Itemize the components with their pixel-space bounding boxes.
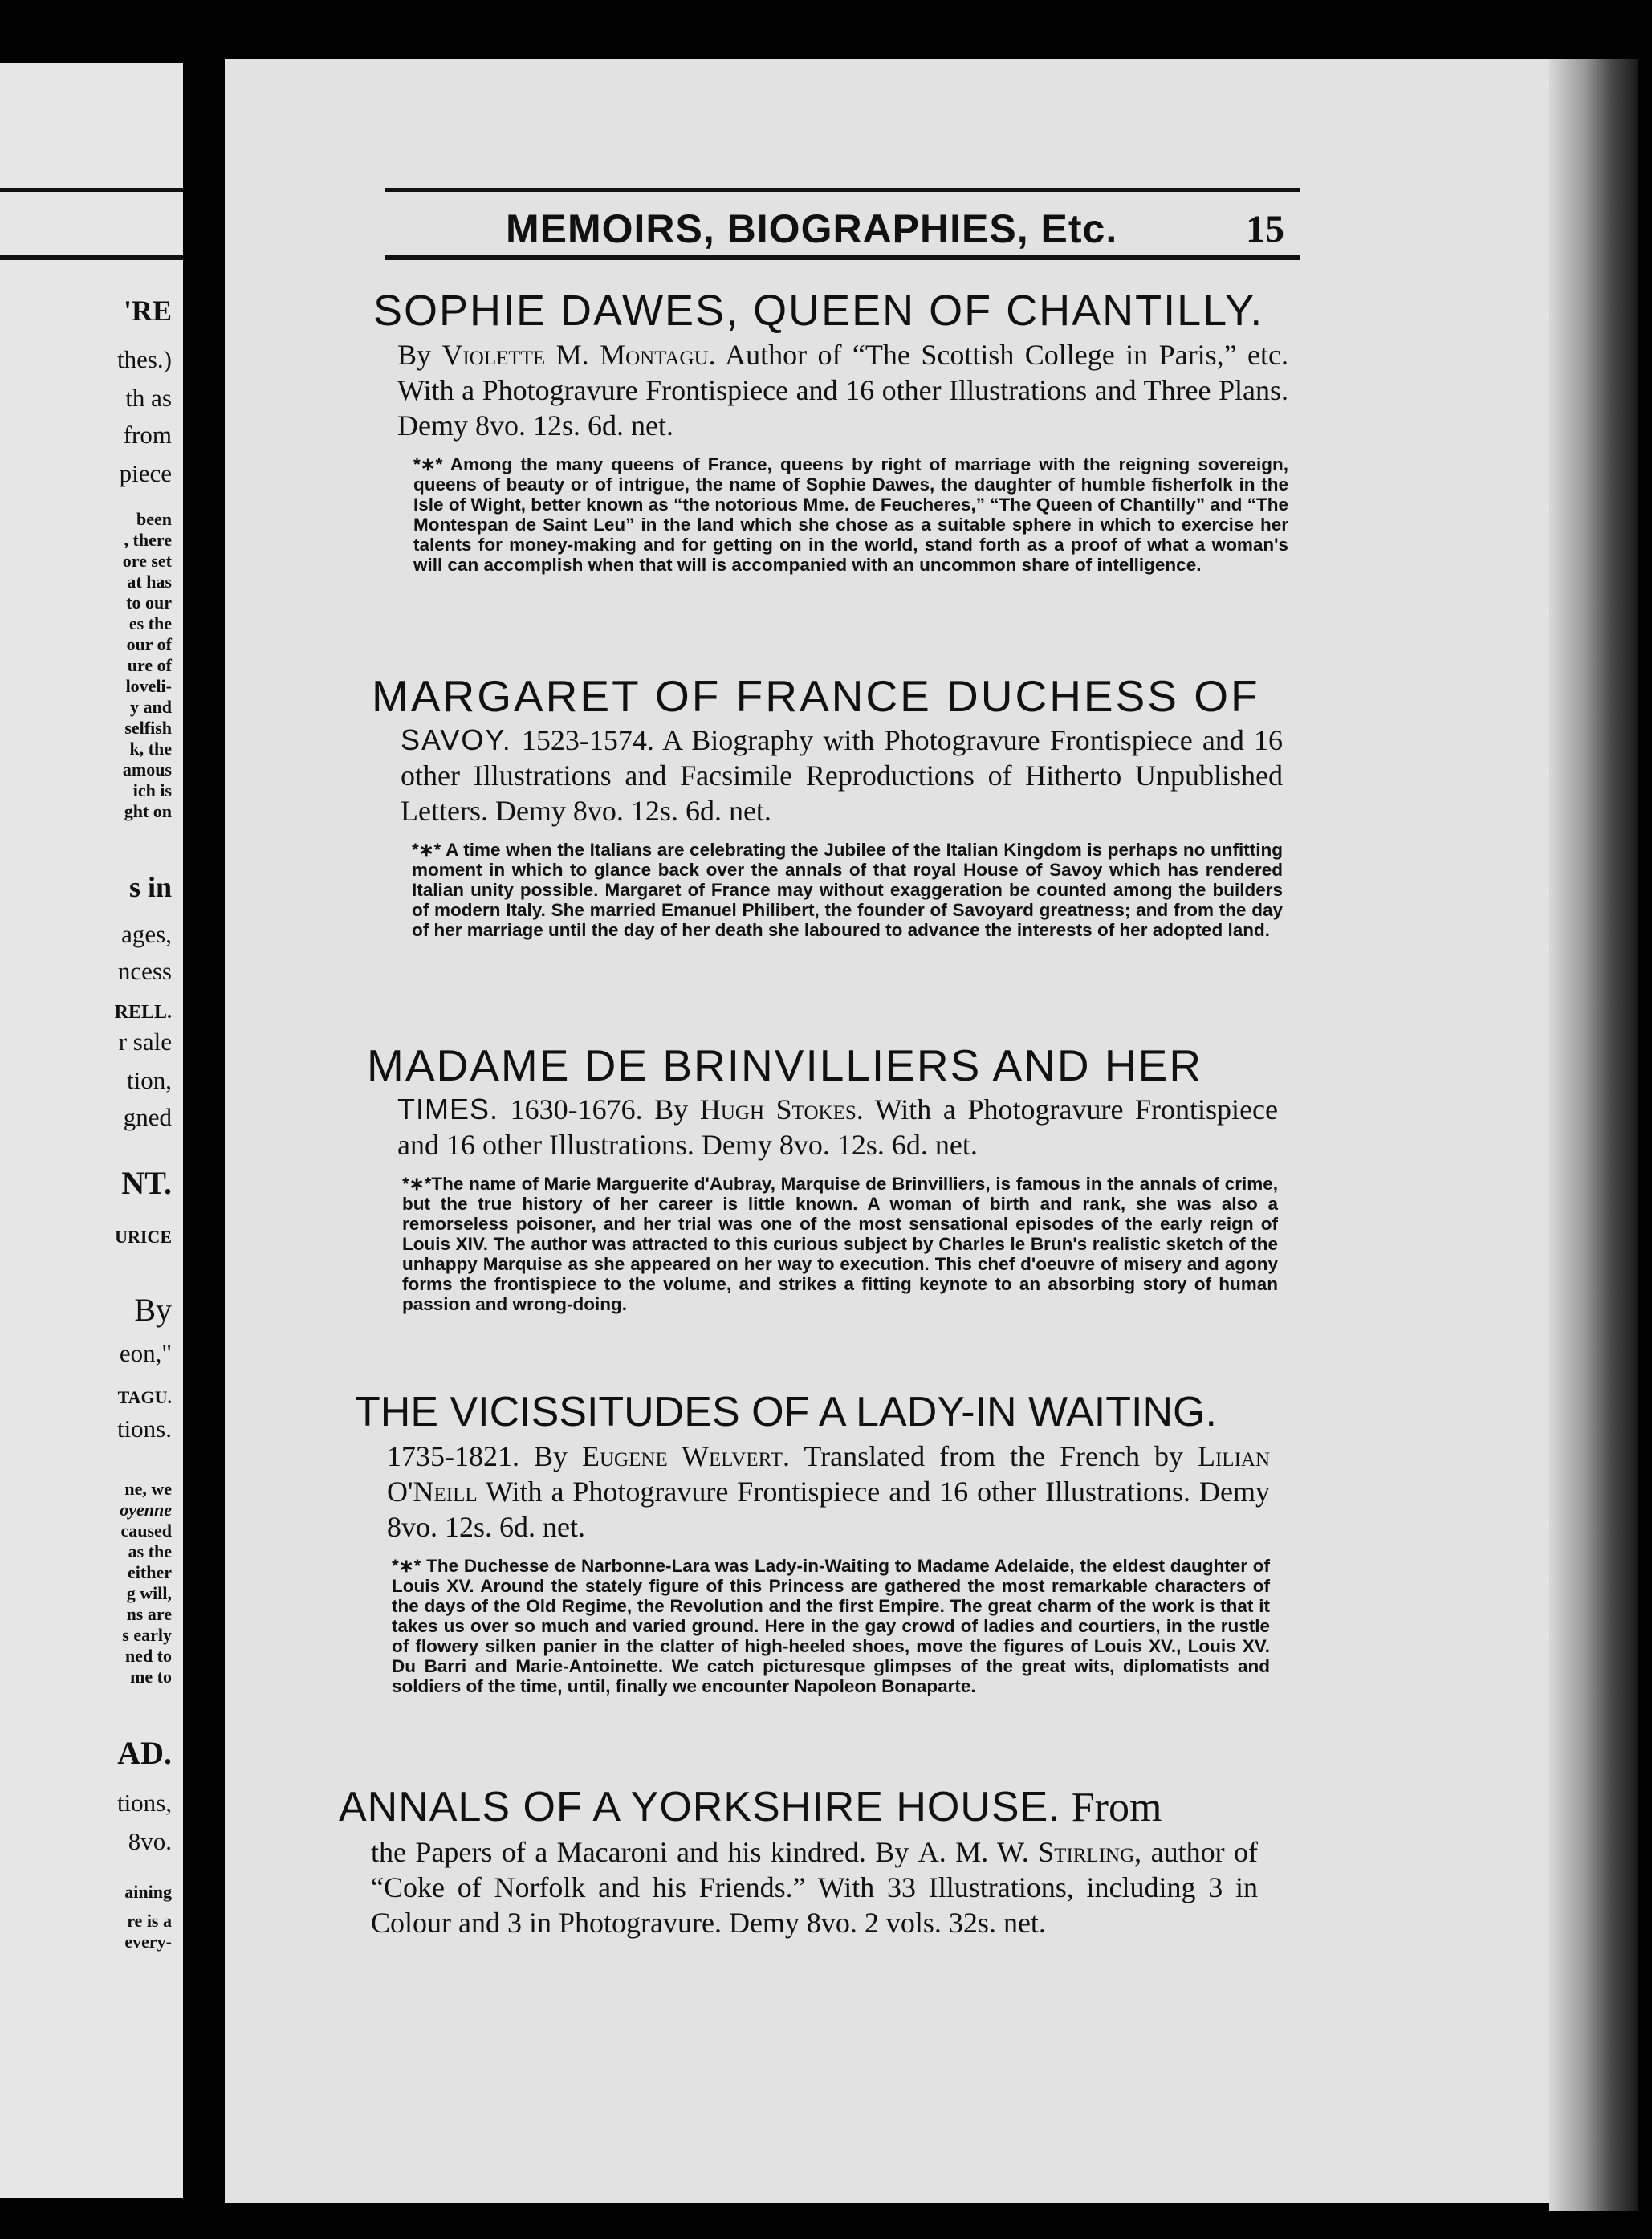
left-small-line: ore set	[122, 551, 172, 571]
translator-name: Lilian O'Neill	[387, 1440, 1271, 1508]
left-small-text	[123, 509, 172, 822]
title-continuation: SAVOY.	[401, 723, 512, 756]
left-text: th as	[125, 384, 172, 412]
book-note: *∗*The name of Marie Marguerite d'Aubray, Marquise de Brinvilliers, is famous in the annals of crime, but the true history of her career is little known. A woman of birth and rank, she was also a remorseless poisoner, and her trial was one of the most sensational episodes of the early reign of Louis XIV. The author was attracted to this curious subject by Charles le Brun's realistic sketch of the unhappy Marquise as she appeared on her way to execution. This chef d'oeuvre of misery and agony forms the frontispiece to the volume, and strikes a fitting keynote to an absorbing story of human passion and wrong-doing.	[402, 1174, 1278, 1314]
book-title-text: ANNALS OF A YORKSHIRE HOUSE.	[339, 1784, 1061, 1830]
book-description-text: With a Photogravure Frontispiece and 16 other Illustrations. Demy 8vo. 12s. 6d. net.	[387, 1476, 1270, 1543]
author-name: Violette M. Montagu.	[441, 339, 716, 371]
left-small-line: , there	[124, 530, 172, 550]
left-text: thes.)	[116, 345, 172, 373]
book-description	[367, 1092, 1278, 1162]
author-name: Hugh Stokes.	[699, 1093, 864, 1126]
book-description	[373, 337, 1288, 443]
running-header	[385, 185, 1300, 265]
book-description	[339, 1834, 1258, 1940]
book-entry	[367, 1040, 1278, 1314]
book-title: MARGARET OF FRANCE DUCHESS OF	[372, 671, 1260, 721]
book-description-text: Translated from the French by	[790, 1440, 1198, 1472]
left-small-line: y and	[130, 697, 172, 717]
left-text: RELL.	[114, 1002, 172, 1023]
header-rule-bottom	[385, 255, 1300, 260]
left-text: By	[134, 1292, 172, 1328]
book-title	[339, 1782, 1258, 1833]
title-continuation: TIMES.	[397, 1093, 499, 1126]
book-gutter	[183, 0, 231, 2239]
book-description-text: By	[519, 1440, 583, 1472]
book-note: *∗* The Duchesse de Narbonne-Lara was Lady-in-Waiting to Madame Adelaide, the eldest daughter of Louis XV. Around the stately figure of this Princess are gathered the most remarkable characters of the days of the Old Regime, the Revolution and the first Empire. The great charm of the work is that it takes us over so much and varied ground. Here in the gay crowd of ladies and courtiers, in the rustle of flowery silken panier in the clatter of high-heeled shoes, move the figures of Louis XV., Louis XV. Du Barri and Marie-Antoinette. We catch picturesque glimpses of the great wits, diplomatists and soldiers of the time, until, finally we encounter Napoleon Bonaparte.	[392, 1556, 1270, 1696]
left-small-line: g will,	[126, 1583, 172, 1603]
left-text: 'RE	[123, 295, 172, 327]
left-small-line: selfish	[124, 718, 172, 738]
book-title: MADAME DE BRINVILLIERS AND HER	[367, 1040, 1203, 1090]
book-entry	[355, 1387, 1270, 1696]
book-description	[355, 1439, 1270, 1545]
left-small-line: ns are	[126, 1604, 172, 1624]
book-description	[372, 723, 1283, 828]
left-text: ages,	[121, 920, 172, 948]
left-small-line: me to	[130, 1667, 172, 1687]
left-text: gned	[123, 1103, 172, 1131]
left-small-line: every-	[124, 1932, 172, 1952]
left-small-line: ght on	[124, 801, 172, 821]
book-description-text: By	[397, 339, 442, 371]
left-small-line: oyenne	[120, 1500, 172, 1520]
book-entry	[372, 671, 1283, 940]
left-page-fragment	[0, 63, 183, 2198]
author-name: A. M. W. Stirling,	[918, 1836, 1142, 1868]
left-small-line: s early	[122, 1625, 172, 1645]
left-text: 8vo.	[128, 1827, 172, 1855]
left-small-line: caused	[120, 1520, 172, 1541]
left-small-line: es the	[128, 613, 172, 633]
left-small-line: k, the	[129, 739, 172, 759]
book-note: *∗* Among the many queens of France, queens by right of marriage with the reigning sovereign, queens of beauty or of intrigue, the name of Sophie Dawes, the daughter of humble fisherfolk in the Isle of Wight, better known as “the notorious Mme. de Feucheres,” “The Queen of Chantilly” and “The Montespan de Saint Leu” in the land which she chose as a suitable sphere in which to exercise her talents for money-making and for getting on in the world, stand forth as a proof of what a woman's will can accomplish when that will is accompanied with an uncommon share of intelligence.	[413, 454, 1288, 575]
book-description-text: 1523-1574. A Biography with Photogravure Frontispiece and 16 other Illustrations and Facsimile Reproductions of Hitherto Unpublished Letters. Demy 8vo. 12s. 6d. net.	[401, 724, 1283, 827]
left-small-line: to our	[126, 592, 172, 613]
left-small-line: been	[136, 509, 172, 529]
left-small-text	[124, 1882, 172, 1952]
left-small-line: re is a	[127, 1911, 172, 1931]
left-small-line: as the	[128, 1541, 172, 1561]
left-text: TAGU.	[117, 1387, 172, 1407]
book-title: SOPHIE DAWES, QUEEN OF CHANTILLY.	[373, 287, 1264, 335]
left-page-rule	[0, 255, 183, 260]
left-small-line: amous	[122, 759, 172, 780]
book-description-text: Author of “The Scottish College in Paris,” etc. With a Photogravure Frontispiece and 16 other Illustrations and Three Plans. Demy 8vo. 12s. 6d. net.	[397, 339, 1288, 442]
left-small-line: ure of	[127, 655, 172, 675]
header-rule-top	[385, 188, 1300, 192]
book-description-text: the Papers of a Macaroni and his kindred. By	[371, 1836, 918, 1868]
book-note: *∗* A time when the Italians are celebrating the Jubilee of the Italian Kingdom is perhaps no unfitting moment in which to glance back over the annals of that royal House of Savoy which has rendered Italian unity possible. Margaret of France may without exaggeration be counted among the builders of modern Italy. She married Emanuel Philibert, the founder of Savoyard greatness; and from the day of her marriage until the day of her death she laboured to advance the interests of her adopted land.	[412, 840, 1283, 940]
left-small-text	[120, 1479, 172, 1687]
page-number: 15	[1246, 208, 1284, 250]
book-description-text: author of “Coke of Norfolk and his Friends.” With 33 Illustrations, including 3 in Colour and 3 in Photogravure. Demy 8vo. 2 vols. 32s. net.	[371, 1836, 1258, 1939]
left-text: r sale	[118, 1028, 172, 1056]
left-small-line: ned to	[124, 1646, 172, 1666]
left-small-line: loveli-	[125, 676, 172, 696]
book-title: THE VICISSITUDES OF A LADY-IN WAITING.	[355, 1389, 1217, 1435]
left-text: s in	[128, 871, 172, 903]
left-small-line: ich is	[132, 780, 172, 800]
left-text: NT.	[121, 1165, 172, 1201]
left-text: URICE	[115, 1227, 172, 1247]
page-edge-shadow	[1549, 59, 1638, 2211]
left-text: tion,	[127, 1066, 172, 1094]
left-small-line: ne, we	[124, 1479, 172, 1499]
left-text: tions,	[116, 1789, 172, 1817]
book-entry	[373, 286, 1288, 575]
left-text: AD.	[117, 1735, 172, 1771]
title-tail: From	[1060, 1785, 1162, 1830]
left-text: eon,"	[119, 1339, 172, 1367]
left-text: ncess	[117, 957, 172, 985]
date-range: 1735-1821.	[387, 1440, 519, 1472]
running-title: MEMOIRS, BIOGRAPHIES, Etc.	[506, 206, 1118, 251]
left-text: tions.	[116, 1415, 172, 1443]
left-text: piece	[119, 459, 172, 487]
left-small-line: either	[128, 1562, 172, 1582]
author-name: Eugene Welvert.	[582, 1440, 791, 1472]
book-description-text: With a Photogravure Frontispiece and 16 other Illustrations. Demy 8vo. 12s. 6d. net.	[397, 1093, 1278, 1161]
left-small-line: at has	[127, 572, 172, 592]
book-description-text: 1630-1676. By	[498, 1093, 700, 1126]
book-entry	[339, 1782, 1258, 1940]
left-small-line: our of	[126, 634, 172, 654]
left-small-line: aining	[124, 1882, 172, 1902]
left-text: from	[123, 421, 172, 449]
left-page-rule	[0, 188, 183, 192]
